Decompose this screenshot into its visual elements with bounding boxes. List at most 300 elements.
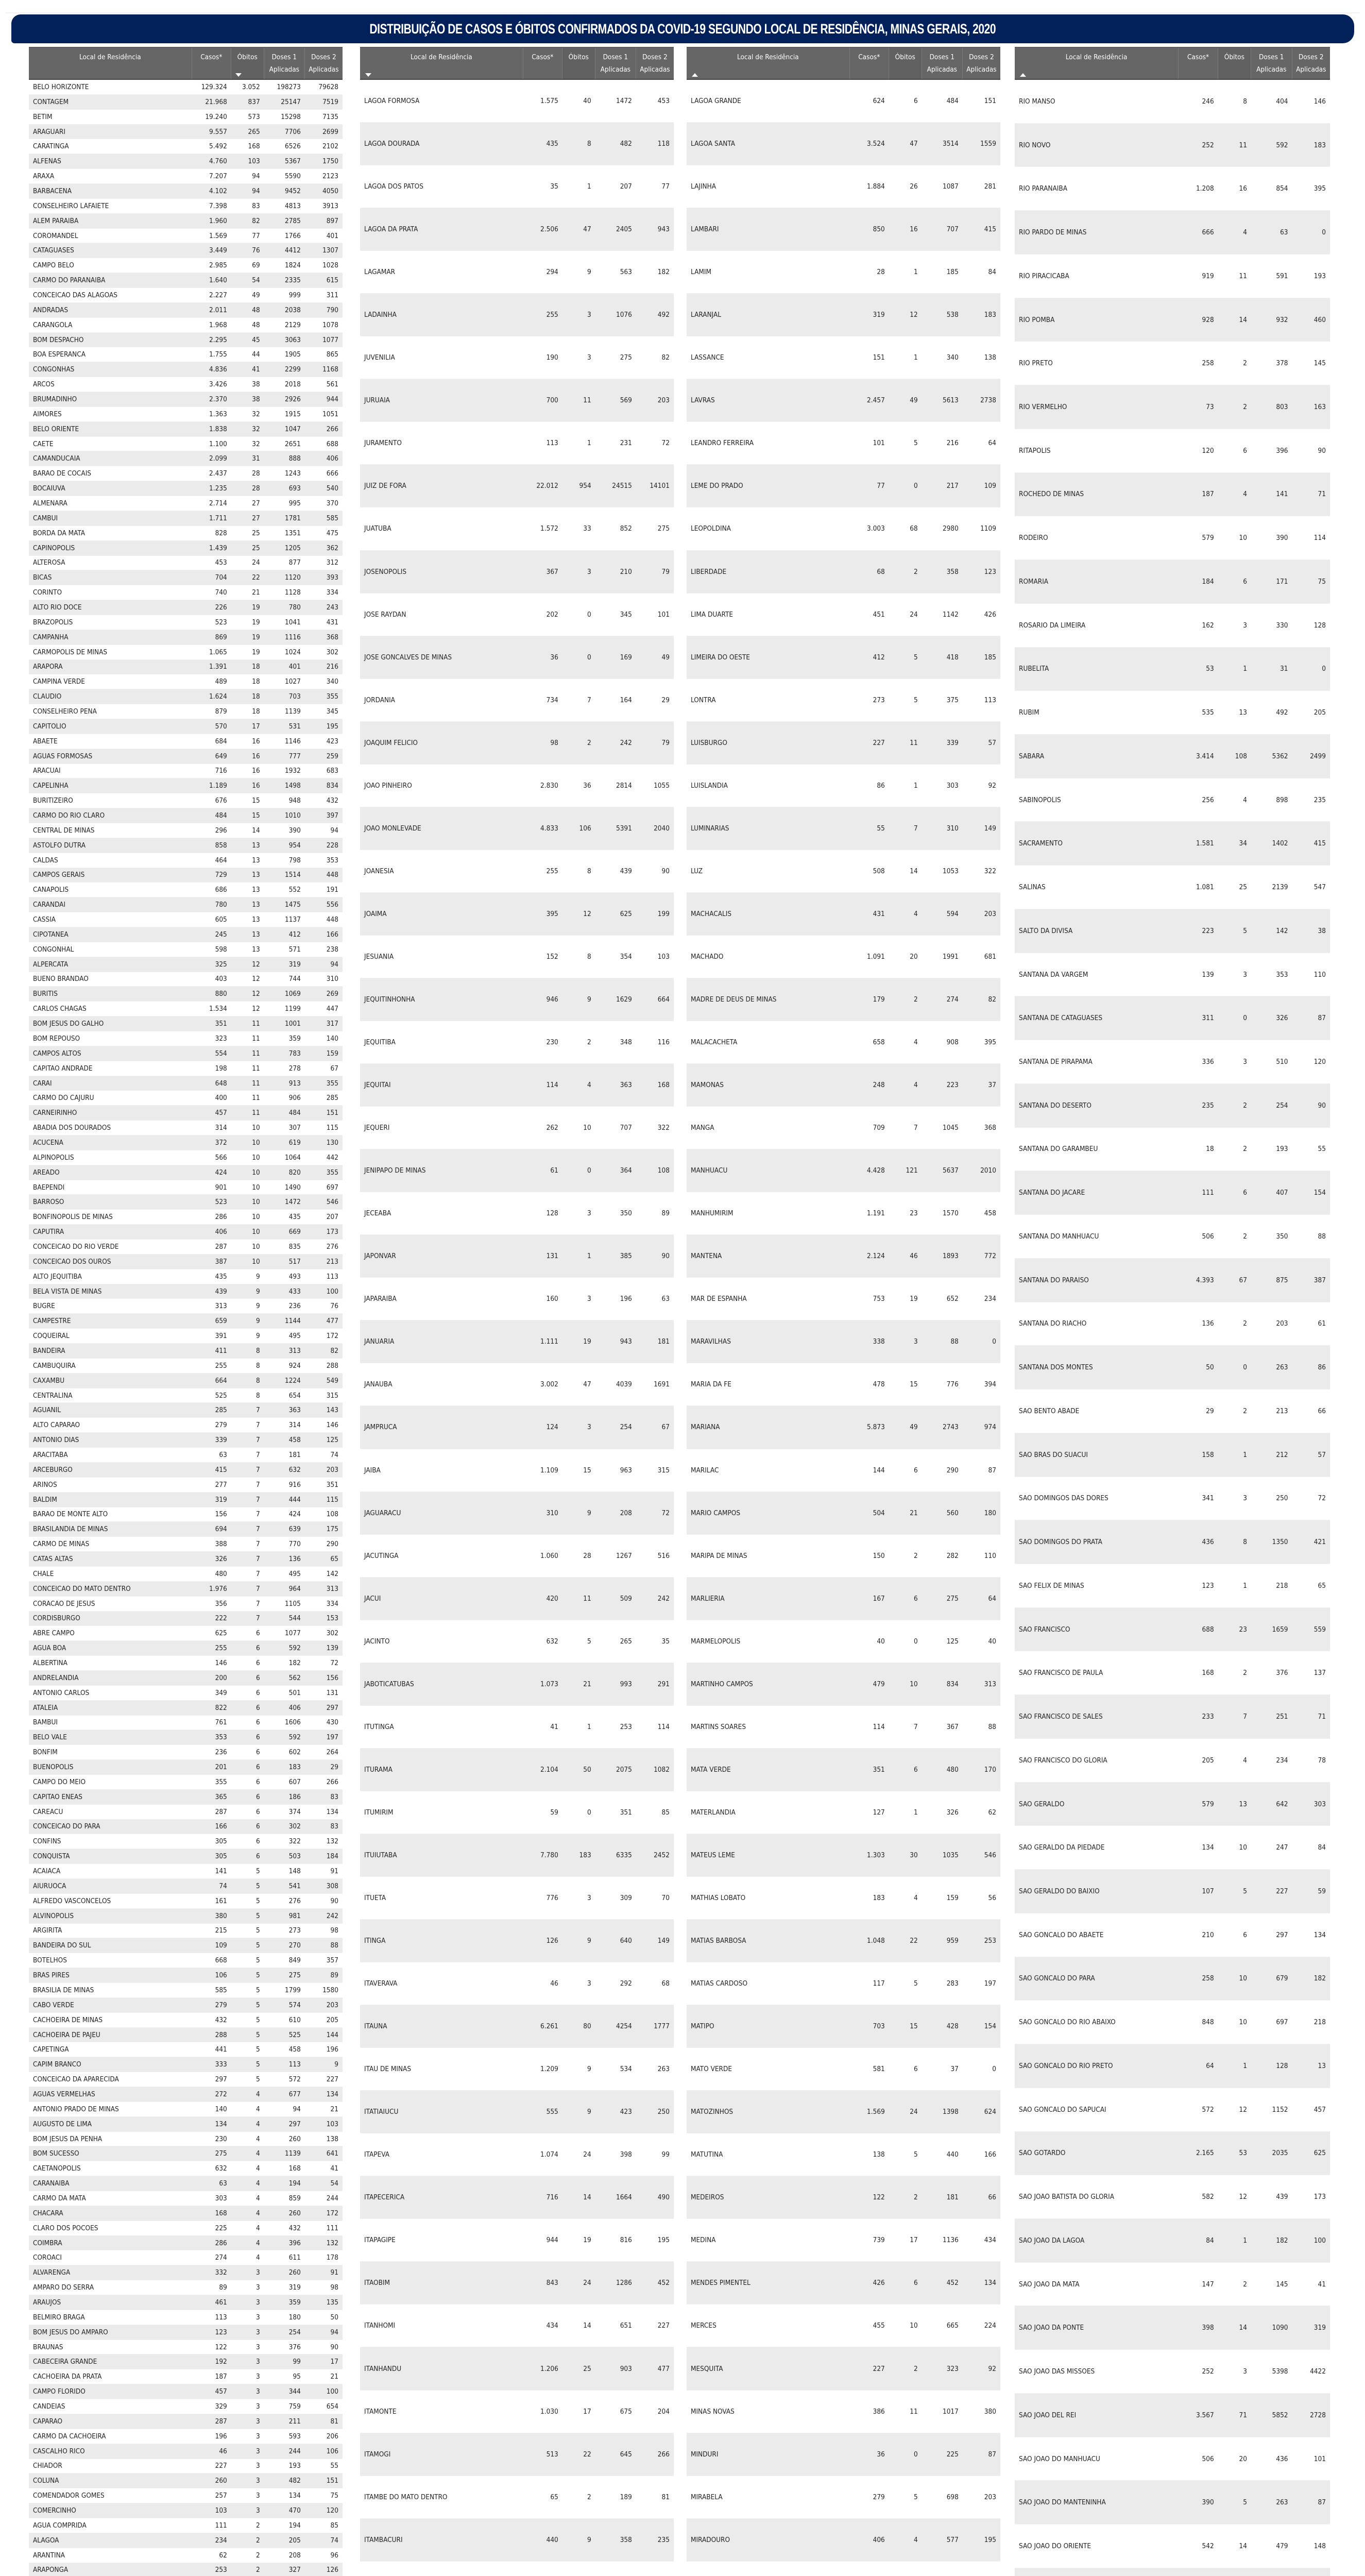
table-row[interactable]	[687, 1962, 1000, 2005]
table-row[interactable]	[1015, 1826, 1330, 1870]
table-row[interactable]	[1015, 1128, 1330, 1172]
table-row[interactable]	[1015, 2044, 1330, 2088]
table-row[interactable]	[29, 1686, 343, 1701]
table-row[interactable]	[29, 660, 343, 675]
table-row[interactable]	[687, 1706, 1000, 1749]
table-row[interactable]	[29, 422, 343, 437]
table-row[interactable]	[29, 1612, 343, 1626]
table-row[interactable]	[29, 2102, 343, 2117]
table-row[interactable]	[687, 123, 1000, 165]
table-row[interactable]	[29, 318, 343, 333]
table-row[interactable]	[687, 2391, 1000, 2433]
table-row[interactable]	[1015, 124, 1330, 167]
table-row[interactable]	[1015, 996, 1330, 1040]
table-row[interactable]	[29, 333, 343, 348]
table-row[interactable]	[360, 679, 674, 722]
table-row[interactable]	[687, 679, 1000, 722]
table-row[interactable]	[29, 154, 343, 169]
table-row[interactable]	[687, 1834, 1000, 1877]
table-row[interactable]	[29, 1240, 343, 1255]
table-row[interactable]	[29, 110, 343, 125]
table-row[interactable]	[29, 1730, 343, 1745]
table-row[interactable]	[29, 1507, 343, 1522]
table-row[interactable]	[360, 422, 674, 465]
table-row[interactable]	[1015, 2350, 1330, 2394]
table-row[interactable]	[29, 2503, 343, 2518]
table-row[interactable]	[687, 1492, 1000, 1535]
table-row[interactable]	[29, 1046, 343, 1061]
table-row[interactable]	[687, 1877, 1000, 1920]
table-row[interactable]	[360, 2219, 674, 2262]
table-row[interactable]	[29, 1745, 343, 1760]
table-row[interactable]	[360, 80, 674, 123]
table-row[interactable]	[29, 496, 343, 511]
table-row[interactable]	[1015, 385, 1330, 429]
table-row[interactable]	[29, 630, 343, 645]
table-row[interactable]	[687, 551, 1000, 594]
table-row[interactable]	[29, 2206, 343, 2221]
table-row[interactable]	[360, 2005, 674, 2048]
table-row[interactable]	[29, 2295, 343, 2310]
table-row[interactable]	[29, 2013, 343, 2028]
table-row[interactable]	[687, 2262, 1000, 2304]
table-row[interactable]	[1015, 909, 1330, 953]
table-row[interactable]	[1015, 2524, 1330, 2568]
table-row[interactable]	[687, 765, 1000, 807]
table-row[interactable]	[29, 1968, 343, 1983]
table-row[interactable]	[1015, 1171, 1330, 1215]
table-row[interactable]	[687, 1064, 1000, 1107]
header-doses-1[interactable]	[264, 48, 305, 79]
table-row[interactable]	[687, 2519, 1000, 2562]
table-row[interactable]	[1015, 1215, 1330, 1259]
table-row[interactable]	[29, 1314, 343, 1329]
table-row[interactable]	[1015, 822, 1330, 866]
table-row[interactable]	[29, 526, 343, 541]
table-row[interactable]	[687, 80, 1000, 123]
table-row[interactable]	[29, 1567, 343, 1582]
table-row[interactable]	[29, 1641, 343, 1656]
table-row[interactable]	[1015, 1695, 1330, 1739]
table-row[interactable]	[687, 978, 1000, 1021]
table-row[interactable]	[29, 704, 343, 719]
table-row[interactable]	[687, 251, 1000, 294]
table-row[interactable]	[1015, 2219, 1330, 2263]
table-row[interactable]	[29, 80, 343, 95]
table-row[interactable]	[360, 1149, 674, 1192]
table-row[interactable]	[29, 273, 343, 288]
header-casos[interactable]	[850, 48, 889, 79]
table-row[interactable]	[360, 336, 674, 379]
table-row[interactable]	[29, 2414, 343, 2429]
table-row[interactable]	[29, 303, 343, 318]
table-row[interactable]	[1015, 80, 1330, 124]
table-row[interactable]	[360, 507, 674, 550]
header-obitos[interactable]	[231, 48, 264, 79]
table-row[interactable]	[29, 1076, 343, 1091]
table-row[interactable]	[1015, 1346, 1330, 1389]
table-row[interactable]	[29, 868, 343, 883]
table-row[interactable]	[687, 1107, 1000, 1149]
table-row[interactable]	[687, 1620, 1000, 1663]
table-row[interactable]	[29, 1701, 343, 1716]
table-row[interactable]	[29, 1136, 343, 1150]
table-row[interactable]	[687, 1278, 1000, 1320]
table-row[interactable]	[687, 1320, 1000, 1363]
table-row[interactable]	[29, 1805, 343, 1820]
header-local-residencia[interactable]	[1015, 48, 1179, 79]
table-row[interactable]	[29, 1864, 343, 1879]
table-row[interactable]	[687, 2176, 1000, 2219]
table-row[interactable]	[1015, 735, 1330, 778]
table-row[interactable]	[687, 1363, 1000, 1406]
table-row[interactable]	[687, 1535, 1000, 1578]
table-row[interactable]	[29, 1760, 343, 1775]
table-row[interactable]	[687, 2005, 1000, 2048]
table-row[interactable]	[29, 2429, 343, 2444]
table-row[interactable]	[360, 1535, 674, 1578]
table-row[interactable]	[29, 1522, 343, 1537]
table-row[interactable]	[360, 1920, 674, 1962]
table-row[interactable]	[360, 722, 674, 765]
table-row[interactable]	[360, 1406, 674, 1449]
table-row[interactable]	[29, 2057, 343, 2072]
table-row[interactable]	[29, 764, 343, 779]
table-row[interactable]	[29, 407, 343, 422]
table-row[interactable]	[29, 1849, 343, 1864]
table-row[interactable]	[29, 451, 343, 466]
table-row[interactable]	[1015, 1520, 1330, 1564]
table-row[interactable]	[1015, 1302, 1330, 1346]
header-doses-1[interactable]	[1251, 48, 1292, 79]
table-row[interactable]	[360, 1278, 674, 1320]
table-row[interactable]	[29, 1582, 343, 1597]
table-row[interactable]	[360, 1021, 674, 1064]
table-row[interactable]	[1015, 2394, 1330, 2437]
table-row[interactable]	[1015, 604, 1330, 648]
table-row[interactable]	[29, 1656, 343, 1671]
table-row[interactable]	[29, 377, 343, 392]
table-row[interactable]	[360, 1834, 674, 1877]
table-row[interactable]	[360, 123, 674, 165]
table-row[interactable]	[29, 600, 343, 615]
table-row[interactable]	[29, 1403, 343, 1418]
table-row[interactable]	[360, 1235, 674, 1278]
table-row[interactable]	[687, 2133, 1000, 2176]
table-row[interactable]	[687, 1021, 1000, 1064]
table-row[interactable]	[29, 1463, 343, 1478]
table-row[interactable]	[29, 1671, 343, 1686]
table-row[interactable]	[29, 1924, 343, 1939]
table-row[interactable]	[29, 689, 343, 704]
table-row[interactable]	[29, 511, 343, 526]
table-row[interactable]	[360, 2391, 674, 2433]
table-row[interactable]	[29, 972, 343, 987]
table-row[interactable]	[29, 2563, 343, 2576]
header-local-residencia[interactable]	[687, 48, 850, 79]
table-row[interactable]	[360, 551, 674, 594]
table-row[interactable]	[1015, 2481, 1330, 2524]
table-row[interactable]	[1015, 429, 1330, 473]
table-row[interactable]	[29, 1269, 343, 1284]
table-row[interactable]	[29, 912, 343, 927]
table-row[interactable]	[687, 1578, 1000, 1620]
table-row[interactable]	[29, 1597, 343, 1612]
table-row[interactable]	[29, 1820, 343, 1835]
table-row[interactable]	[29, 2028, 343, 2043]
table-row[interactable]	[29, 927, 343, 942]
table-row[interactable]	[29, 481, 343, 496]
table-row[interactable]	[29, 2444, 343, 2459]
header-local-residencia[interactable]	[360, 48, 523, 79]
table-row[interactable]	[29, 1180, 343, 1195]
table-row[interactable]	[1015, 2263, 1330, 2307]
table-row[interactable]	[687, 2048, 1000, 2091]
table-row[interactable]	[29, 258, 343, 273]
table-row[interactable]	[687, 2433, 1000, 2476]
header-doses-2[interactable]	[1292, 48, 1330, 79]
table-row[interactable]	[29, 1299, 343, 1314]
table-row[interactable]	[29, 987, 343, 1002]
table-row[interactable]	[1015, 648, 1330, 691]
table-row[interactable]	[1015, 1564, 1330, 1608]
table-row[interactable]	[29, 1031, 343, 1046]
table-row[interactable]	[360, 465, 674, 507]
table-row[interactable]	[29, 1909, 343, 1924]
table-row[interactable]	[360, 165, 674, 208]
table-row[interactable]	[360, 893, 674, 936]
table-row[interactable]	[687, 1149, 1000, 1192]
table-row[interactable]	[29, 674, 343, 689]
table-row[interactable]	[29, 719, 343, 734]
table-row[interactable]	[29, 2072, 343, 2087]
table-row[interactable]	[1015, 342, 1330, 385]
table-row[interactable]	[360, 1449, 674, 1492]
table-row[interactable]	[1015, 866, 1330, 909]
table-row[interactable]	[29, 2176, 343, 2191]
table-row[interactable]	[360, 2433, 674, 2476]
table-row[interactable]	[360, 2262, 674, 2304]
table-row[interactable]	[29, 184, 343, 199]
table-row[interactable]	[29, 1284, 343, 1299]
table-row[interactable]	[1015, 1084, 1330, 1128]
table-row[interactable]	[1015, 2175, 1330, 2219]
table-row[interactable]	[29, 2087, 343, 2102]
table-row[interactable]	[687, 1663, 1000, 1706]
table-row[interactable]	[360, 1791, 674, 1834]
table-row[interactable]	[360, 1192, 674, 1235]
table-row[interactable]	[29, 2354, 343, 2369]
table-row[interactable]	[29, 2384, 343, 2399]
table-row[interactable]	[360, 978, 674, 1021]
table-row[interactable]	[687, 2219, 1000, 2262]
table-row[interactable]	[360, 1320, 674, 1363]
table-row[interactable]	[29, 214, 343, 229]
table-row[interactable]	[1015, 255, 1330, 298]
table-row[interactable]	[1015, 298, 1330, 342]
table-row[interactable]	[1015, 1870, 1330, 1913]
table-row[interactable]	[29, 1388, 343, 1403]
table-row[interactable]	[29, 392, 343, 407]
table-row[interactable]	[1015, 778, 1330, 822]
table-row[interactable]	[29, 808, 343, 823]
table-row[interactable]	[29, 2473, 343, 2488]
table-row[interactable]	[29, 169, 343, 184]
table-row[interactable]	[360, 208, 674, 251]
table-row[interactable]	[360, 807, 674, 850]
table-row[interactable]	[1015, 1608, 1330, 1652]
table-row[interactable]	[29, 883, 343, 897]
table-row[interactable]	[29, 1150, 343, 1165]
table-row[interactable]	[29, 749, 343, 764]
table-row[interactable]	[29, 823, 343, 838]
table-row[interactable]	[360, 1107, 674, 1149]
table-row[interactable]	[29, 2236, 343, 2251]
table-row[interactable]	[29, 1061, 343, 1076]
table-row[interactable]	[360, 936, 674, 978]
table-row[interactable]	[687, 165, 1000, 208]
table-row[interactable]	[29, 2221, 343, 2236]
table-row[interactable]	[29, 2340, 343, 2355]
table-row[interactable]	[29, 229, 343, 244]
header-doses-2[interactable]	[636, 48, 674, 79]
table-row[interactable]	[29, 1626, 343, 1641]
table-row[interactable]	[360, 251, 674, 294]
table-row[interactable]	[29, 347, 343, 362]
table-row[interactable]	[29, 1225, 343, 1240]
table-row[interactable]	[29, 2325, 343, 2340]
table-row[interactable]	[29, 957, 343, 972]
table-row[interactable]	[687, 936, 1000, 978]
table-row[interactable]	[29, 2399, 343, 2414]
table-row[interactable]	[29, 1359, 343, 1374]
table-row[interactable]	[29, 2250, 343, 2265]
table-row[interactable]	[360, 594, 674, 636]
table-row[interactable]	[1015, 1433, 1330, 1477]
table-row[interactable]	[687, 2304, 1000, 2347]
table-row[interactable]	[360, 1492, 674, 1535]
table-row[interactable]	[1015, 167, 1330, 211]
table-row[interactable]	[360, 1578, 674, 1620]
table-row[interactable]	[687, 850, 1000, 893]
table-row[interactable]	[29, 2191, 343, 2206]
table-row[interactable]	[687, 379, 1000, 422]
table-row[interactable]	[360, 1363, 674, 1406]
table-row[interactable]	[29, 1165, 343, 1180]
table-row[interactable]	[29, 2488, 343, 2503]
table-row[interactable]	[29, 2042, 343, 2057]
table-row[interactable]	[29, 1002, 343, 1016]
table-row[interactable]	[1015, 1651, 1330, 1695]
table-row[interactable]	[1015, 1739, 1330, 1783]
table-row[interactable]	[360, 2347, 674, 2390]
table-row[interactable]	[360, 1962, 674, 2005]
header-doses-2[interactable]	[305, 48, 343, 79]
table-row[interactable]	[687, 208, 1000, 251]
table-row[interactable]	[29, 2310, 343, 2325]
table-row[interactable]	[29, 734, 343, 749]
header-doses-1[interactable]	[922, 48, 963, 79]
table-row[interactable]	[687, 1920, 1000, 1962]
table-row[interactable]	[687, 722, 1000, 765]
header-casos[interactable]	[523, 48, 562, 79]
table-row[interactable]	[29, 778, 343, 793]
table-row[interactable]	[687, 336, 1000, 379]
table-row[interactable]	[687, 1235, 1000, 1278]
table-row[interactable]	[29, 1195, 343, 1210]
table-row[interactable]	[360, 2091, 674, 2133]
table-row[interactable]	[29, 1344, 343, 1359]
table-row[interactable]	[29, 793, 343, 808]
table-row[interactable]	[29, 2369, 343, 2384]
table-row[interactable]	[29, 437, 343, 452]
table-row[interactable]	[1015, 1957, 1330, 2001]
table-row[interactable]	[360, 1877, 674, 1920]
table-row[interactable]	[29, 2518, 343, 2533]
table-row[interactable]	[29, 1983, 343, 1998]
table-row[interactable]	[687, 1791, 1000, 1834]
table-row[interactable]	[29, 1879, 343, 1894]
table-row[interactable]	[29, 1418, 343, 1433]
table-row[interactable]	[29, 2117, 343, 2132]
table-row[interactable]	[1015, 2001, 1330, 2044]
table-row[interactable]	[1015, 1913, 1330, 1957]
table-row[interactable]	[687, 1192, 1000, 1235]
table-row[interactable]	[29, 1775, 343, 1790]
table-row[interactable]	[687, 594, 1000, 636]
table-row[interactable]	[29, 541, 343, 556]
table-row[interactable]	[687, 1749, 1000, 1791]
table-row[interactable]	[360, 1749, 674, 1791]
table-row[interactable]	[1015, 516, 1330, 560]
table-row[interactable]	[360, 636, 674, 679]
table-row[interactable]	[29, 199, 343, 214]
table-row[interactable]	[29, 1121, 343, 1136]
table-row[interactable]	[1015, 2132, 1330, 2176]
table-row[interactable]	[29, 2161, 343, 2176]
header-doses-1[interactable]	[595, 48, 636, 79]
table-row[interactable]	[687, 2347, 1000, 2390]
table-row[interactable]	[1015, 473, 1330, 517]
table-row[interactable]	[29, 362, 343, 377]
table-row[interactable]	[29, 556, 343, 571]
table-row[interactable]	[29, 466, 343, 481]
table-row[interactable]	[29, 1716, 343, 1731]
table-row[interactable]	[29, 2459, 343, 2474]
table-row[interactable]	[29, 1478, 343, 1493]
table-row[interactable]	[687, 2091, 1000, 2133]
table-row[interactable]	[29, 1938, 343, 1953]
table-row[interactable]	[360, 765, 674, 807]
table-row[interactable]	[687, 1406, 1000, 1449]
table-row[interactable]	[29, 1493, 343, 1507]
header-obitos[interactable]	[1218, 48, 1251, 79]
table-row[interactable]	[29, 288, 343, 303]
header-casos[interactable]	[192, 48, 231, 79]
table-row[interactable]	[1015, 560, 1330, 604]
table-row[interactable]	[29, 1329, 343, 1344]
table-row[interactable]	[1015, 2437, 1330, 2481]
table-row[interactable]	[1015, 2306, 1330, 2350]
table-row[interactable]	[29, 1894, 343, 1909]
table-row[interactable]	[29, 838, 343, 853]
table-row[interactable]	[1015, 2088, 1330, 2132]
table-row[interactable]	[29, 585, 343, 600]
table-row[interactable]	[1015, 1783, 1330, 1826]
table-row[interactable]	[360, 379, 674, 422]
table-row[interactable]	[360, 1663, 674, 1706]
table-row[interactable]	[29, 139, 343, 154]
